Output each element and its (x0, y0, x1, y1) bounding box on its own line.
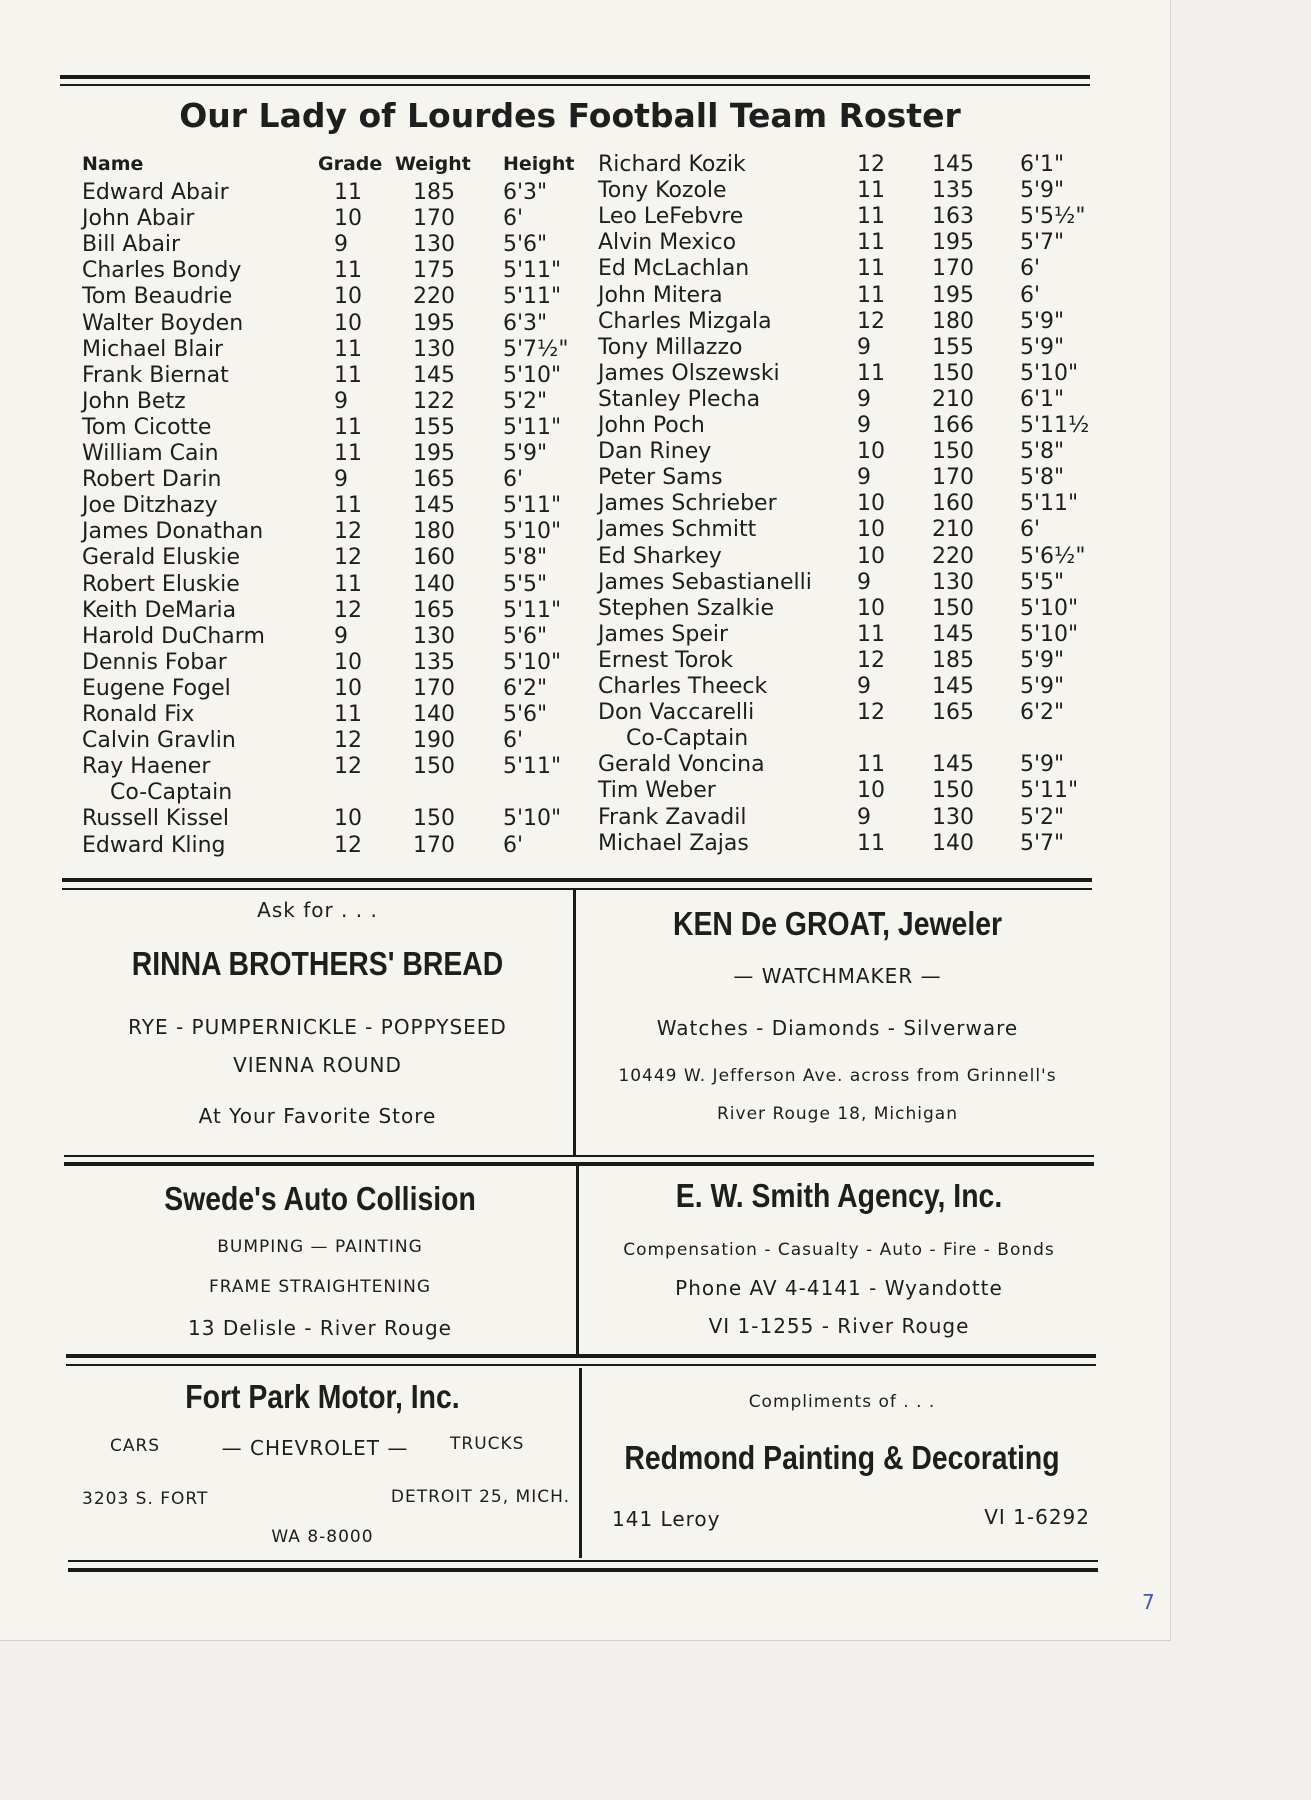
roster-grade: 12 (334, 519, 362, 545)
roster-weight: 145 (932, 674, 974, 699)
ad-rule-3 (66, 1354, 1096, 1358)
roster-grade: 10 (334, 310, 362, 336)
redmond-name: Redmond Painting & Decorating (624, 1439, 1060, 1476)
roster-name: Gerald Voncina (598, 752, 765, 778)
roster-weight: 130 (413, 336, 455, 362)
roster-grade: 9 (857, 674, 871, 699)
roster-weight: 145 (413, 362, 455, 388)
roster-weight: 130 (932, 804, 974, 830)
roster-weight: 185 (413, 180, 455, 205)
roster-height: 5'9" (503, 441, 548, 466)
rinna-intro: Ask for . . . (257, 898, 378, 922)
roster-weight: 165 (413, 597, 455, 623)
roster-height: 6' (1020, 282, 1041, 308)
roster-name: James Olszewski (598, 360, 780, 386)
co-captain-label: Co-Captain (626, 726, 749, 752)
roster-weight: 210 (932, 386, 974, 412)
roster-weight: 166 (932, 413, 974, 438)
roster-grade: 11 (334, 702, 362, 727)
roster-name: Charles Bondy (82, 258, 242, 284)
rinna-line3: At Your Favorite Store (198, 1104, 437, 1128)
roster-grade: 11 (334, 336, 362, 362)
roster-height: 5'5" (503, 571, 548, 597)
roster-grade: 10 (857, 543, 885, 569)
roster-weight: 180 (932, 308, 974, 334)
roster-name: Tom Beaudrie (82, 284, 233, 310)
roster-grade: 9 (857, 413, 871, 438)
swede-name: Swede's Auto Collision (164, 1180, 476, 1217)
roster-bottom-rule-thin (62, 888, 1092, 890)
roster-name: Tim Weber (598, 778, 716, 804)
ad-divider-2 (576, 1166, 579, 1354)
roster-title: Our Lady of Lourdes Football Team Roster (179, 96, 961, 135)
roster-height: 6'2" (503, 675, 548, 701)
roster-name: Leo LeFebvre (598, 204, 744, 230)
roster-grade: 9 (857, 465, 871, 491)
roster-grade: 10 (334, 284, 362, 310)
header-grade: Grade (318, 153, 383, 175)
fortpark-trucks: TRUCKS (450, 1434, 525, 1454)
roster-height: 5'11" (503, 597, 562, 623)
roster-weight: 220 (413, 284, 455, 310)
roster-height: 5'5" (1020, 569, 1065, 595)
redmond-address: 141 Leroy (612, 1507, 721, 1531)
roster-weight: 170 (413, 675, 455, 701)
degroat-line3: 10449 W. Jefferson Ave. across from Grinnell's (618, 1066, 1057, 1086)
roster-height: 5'10" (1020, 595, 1079, 621)
roster-name: Frank Zavadil (598, 804, 747, 830)
roster-weight: 140 (413, 702, 455, 727)
smith-line3: VI 1-1255 - River Rouge (708, 1314, 970, 1338)
roster-grade: 12 (334, 832, 362, 858)
roster-name: John Mitera (598, 282, 723, 308)
redmond-intro: Compliments of . . . (748, 1392, 936, 1412)
smith-line1: Compensation - Casualty - Auto - Fire - Bonds (623, 1240, 1055, 1260)
fortpark-chevrolet: — CHEVROLET — (221, 1436, 409, 1460)
roster-name: Edward Kling (82, 832, 226, 858)
roster-name: James Speir (598, 621, 729, 647)
roster-grade: 11 (857, 830, 885, 856)
roster-height: 5'10" (1020, 360, 1079, 386)
ad-divider-3 (579, 1368, 582, 1558)
roster-weight: 155 (932, 334, 974, 360)
roster-name: Don Vaccarelli (598, 700, 755, 726)
ad-rule-3-thin (66, 1364, 1096, 1366)
rinna-line1: RYE - PUMPERNICKLE - POPPYSEED (128, 1015, 507, 1039)
roster-weight: 220 (932, 543, 974, 569)
bottom-rule (68, 1568, 1098, 1572)
roster-height: 5'9" (1020, 308, 1065, 334)
roster-weight: 130 (932, 569, 974, 595)
roster-name: Keith DeMaria (82, 597, 237, 623)
roster-name: Gerald Eluskie (82, 545, 240, 571)
roster-grade: 12 (334, 728, 362, 754)
roster-name: Eugene Fogel (82, 675, 231, 701)
roster-name: Stephen Szalkie (598, 595, 774, 621)
roster-weight: 122 (413, 388, 455, 414)
roster-grade: 11 (857, 360, 885, 386)
roster-weight: 135 (413, 649, 455, 675)
roster-weight: 160 (413, 545, 455, 571)
roster-grade: 9 (857, 804, 871, 830)
roster-height: 6' (503, 728, 524, 754)
roster-weight: 175 (413, 258, 455, 284)
fortpark-city: DETROIT 25, MICH. (390, 1487, 570, 1507)
roster-name: James Donathan (82, 519, 264, 545)
roster-grade: 11 (857, 621, 885, 647)
degroat-line4: River Rouge 18, Michigan (717, 1104, 958, 1124)
roster-name: James Schmitt (598, 517, 757, 543)
roster-bottom-rule (62, 878, 1092, 882)
roster-grade: 10 (334, 206, 362, 232)
roster-grade: 10 (334, 806, 362, 832)
roster-height: 5'8" (1020, 439, 1065, 465)
roster-grade: 11 (857, 230, 885, 256)
redmond-phone: VI 1-6292 (984, 1505, 1090, 1529)
roster-height: 5'9" (1020, 752, 1065, 778)
roster-grade: 11 (857, 282, 885, 308)
roster-weight: 165 (413, 467, 455, 493)
roster-name: John Betz (82, 388, 186, 414)
roster-name: Edward Abair (82, 180, 229, 205)
roster-weight: 130 (413, 623, 455, 649)
roster-name: Stanley Plecha (598, 386, 761, 412)
roster-name: James Sebastianelli (598, 569, 812, 595)
roster-weight: 145 (413, 493, 455, 519)
swede-line2: FRAME STRAIGHTENING (209, 1277, 431, 1297)
roster-height: 6' (503, 206, 524, 232)
roster-weight: 170 (932, 465, 974, 491)
co-captain-label: Co-Captain (110, 780, 233, 806)
roster-grade: 11 (334, 493, 362, 519)
roster-height: 6' (1020, 517, 1041, 543)
roster-weight: 210 (932, 517, 974, 543)
roster-height: 5'9" (1020, 178, 1065, 204)
roster-height: 5'9" (1020, 647, 1065, 673)
roster-name: Ed Sharkey (598, 543, 722, 569)
roster-weight: 195 (413, 310, 455, 336)
degroat-line2: Watches - Diamonds - Silverware (656, 1016, 1019, 1040)
roster-name: William Cain (82, 441, 219, 466)
roster-grade: 9 (334, 232, 348, 258)
roster-weight: 180 (413, 519, 455, 545)
roster-name: Peter Sams (598, 465, 723, 491)
roster-grade: 12 (334, 754, 362, 780)
fortpark-address: 3203 S. FORT (82, 1489, 209, 1509)
roster-grade: 11 (334, 180, 362, 205)
smith-name: E. W. Smith Agency, Inc. (675, 1177, 1003, 1214)
roster-weight: 195 (932, 230, 974, 256)
roster-weight: 170 (932, 256, 974, 282)
roster-name: John Abair (82, 206, 195, 232)
fortpark-cars: CARS (110, 1436, 161, 1456)
roster-grade: 10 (857, 491, 885, 517)
roster-name: James Schrieber (598, 491, 777, 517)
roster-height: 5'6½" (1020, 543, 1086, 569)
roster-grade: 11 (857, 178, 885, 204)
roster-weight: 130 (413, 232, 455, 258)
roster-grade: 11 (334, 362, 362, 388)
roster-grade: 9 (334, 623, 348, 649)
roster-grade: 11 (857, 256, 885, 282)
roster-weight: 150 (932, 778, 974, 804)
roster-grade: 11 (857, 204, 885, 230)
roster-name: Tony Millazzo (598, 334, 743, 360)
roster-grade: 12 (857, 152, 885, 177)
roster-height: 5'7" (1020, 830, 1065, 856)
roster-grade: 11 (334, 571, 362, 597)
roster-grade: 9 (857, 334, 871, 360)
roster-name: Bill Abair (82, 232, 181, 258)
roster-height: 5'10" (1020, 621, 1079, 647)
roster-height: 6' (503, 467, 524, 493)
roster-grade: 9 (334, 467, 348, 493)
roster-height: 6'1" (1020, 152, 1065, 177)
roster-height: 5'2" (503, 388, 548, 414)
roster-height: 5'11½ (1020, 413, 1090, 438)
top-rule (60, 75, 1090, 79)
swede-line3: 13 Delisle - River Rouge (188, 1316, 452, 1340)
roster-weight: 150 (932, 439, 974, 465)
roster-height: 5'9" (1020, 674, 1065, 699)
roster-height: 5'10" (503, 519, 562, 545)
roster-grade: 10 (334, 649, 362, 675)
smith-line2: Phone AV 4-4141 - Wyandotte (675, 1276, 1003, 1300)
roster-name: Frank Biernat (82, 362, 229, 388)
roster-weight: 165 (932, 700, 974, 726)
rinna-line2: VIENNA ROUND (233, 1053, 402, 1077)
roster-name: Joe Ditzhazy (82, 493, 218, 519)
roster-weight: 195 (932, 282, 974, 308)
roster-weight: 150 (413, 806, 455, 832)
roster-height: 5'11" (503, 258, 562, 284)
ad-divider-1 (573, 890, 576, 1155)
roster-height: 5'11" (503, 284, 562, 310)
roster-grade: 10 (334, 675, 362, 701)
roster-name: Dennis Fobar (82, 649, 227, 675)
roster-height: 5'7½" (503, 336, 569, 362)
roster-grade: 12 (334, 545, 362, 571)
roster-name: Dan Riney (598, 439, 712, 465)
roster-height: 6' (1020, 256, 1041, 282)
roster-height: 5'5½" (1020, 204, 1086, 230)
roster-grade: 10 (857, 778, 885, 804)
roster-name: John Poch (598, 413, 705, 438)
roster-height: 5'10" (503, 362, 562, 388)
roster-grade: 12 (857, 647, 885, 673)
roster-name: Charles Theeck (598, 674, 768, 699)
rinna-name: RINNA BROTHERS' BREAD (131, 945, 504, 982)
roster-name: Calvin Gravlin (82, 728, 236, 754)
header-height: Height (503, 153, 575, 175)
roster-name: Michael Blair (82, 336, 224, 362)
roster-weight: 155 (413, 414, 455, 440)
roster-name: Ed McLachlan (598, 256, 750, 282)
roster-height: 6' (503, 832, 524, 858)
roster-height: 6'1" (1020, 386, 1065, 412)
roster-grade: 12 (857, 700, 885, 726)
roster-height: 5'11" (503, 754, 562, 780)
roster-name: Ronald Fix (82, 702, 195, 727)
roster-height: 5'6" (503, 623, 548, 649)
roster-height: 5'11" (1020, 778, 1079, 804)
top-rule-thin (60, 84, 1090, 86)
roster-weight: 150 (932, 595, 974, 621)
swede-line1: BUMPING — PAINTING (217, 1237, 423, 1257)
roster-weight: 145 (932, 152, 974, 177)
roster-grade: 11 (334, 414, 362, 440)
roster-height: 5'2" (1020, 804, 1065, 830)
roster-height: 5'10" (503, 649, 562, 675)
roster-name: Tom Cicotte (82, 414, 212, 440)
roster-name: Harold DuCharm (82, 623, 265, 649)
fortpark-name: Fort Park Motor, Inc. (185, 1378, 460, 1415)
roster-grade: 12 (334, 597, 362, 623)
roster-height: 5'9" (1020, 334, 1065, 360)
roster-name: Walter Boyden (82, 310, 244, 336)
ad-rule-2 (64, 1162, 1094, 1166)
roster-height: 5'7" (1020, 230, 1065, 256)
roster-weight: 190 (413, 728, 455, 754)
roster-grade: 11 (857, 752, 885, 778)
roster-height: 5'8" (1020, 465, 1065, 491)
roster-height: 5'10" (503, 806, 562, 832)
roster-weight: 145 (932, 752, 974, 778)
roster-name: Richard Kozik (598, 152, 746, 177)
ad-rule-2-thin (64, 1155, 1094, 1157)
roster-weight: 145 (932, 621, 974, 647)
roster-height: 5'11" (1020, 491, 1079, 517)
roster-name: Tony Kozole (598, 178, 727, 204)
header-weight: Weight (395, 153, 471, 175)
roster-grade: 9 (857, 569, 871, 595)
roster-grade: 11 (334, 441, 362, 466)
roster-weight: 140 (932, 830, 974, 856)
roster-grade: 10 (857, 517, 885, 543)
roster-grade: 10 (857, 595, 885, 621)
roster-grade: 12 (857, 308, 885, 334)
bottom-rule-thin (68, 1560, 1098, 1562)
roster-grade: 11 (334, 258, 362, 284)
roster-weight: 185 (932, 647, 974, 673)
roster-weight: 150 (932, 360, 974, 386)
roster-name: Charles Mizgala (598, 308, 772, 334)
degroat-line1: — WATCHMAKER — (733, 964, 942, 988)
roster-height: 5'6" (503, 702, 548, 727)
roster-weight: 195 (413, 441, 455, 466)
roster-weight: 160 (932, 491, 974, 517)
roster-grade: 9 (857, 386, 871, 412)
header-name: Name (82, 153, 144, 175)
roster-name: Alvin Mexico (598, 230, 737, 256)
roster-height: 6'3" (503, 180, 548, 205)
roster-weight: 135 (932, 178, 974, 204)
page-number: 7 (1142, 1590, 1155, 1614)
roster-name: Michael Zajas (598, 830, 749, 856)
roster-grade: 10 (857, 439, 885, 465)
roster-name: Robert Darin (82, 467, 222, 493)
roster-name: Ernest Torok (598, 647, 734, 673)
roster-name: Russell Kissel (82, 806, 230, 832)
roster-weight: 140 (413, 571, 455, 597)
roster-height: 5'11" (503, 493, 562, 519)
roster-name: Robert Eluskie (82, 571, 240, 597)
fortpark-phone: WA 8-8000 (271, 1527, 374, 1547)
roster-height: 6'2" (1020, 700, 1065, 726)
roster-height: 5'11" (503, 414, 562, 440)
roster-height: 5'8" (503, 545, 548, 571)
roster-weight: 170 (413, 832, 455, 858)
roster-weight: 150 (413, 754, 455, 780)
roster-height: 6'3" (503, 310, 548, 336)
roster-weight: 170 (413, 206, 455, 232)
roster-height: 5'6" (503, 232, 548, 258)
degroat-name: KEN De GROAT, Jeweler (672, 905, 1003, 942)
roster-weight: 163 (932, 204, 974, 230)
roster-grade: 9 (334, 388, 348, 414)
roster-name: Ray Haener (82, 754, 211, 780)
